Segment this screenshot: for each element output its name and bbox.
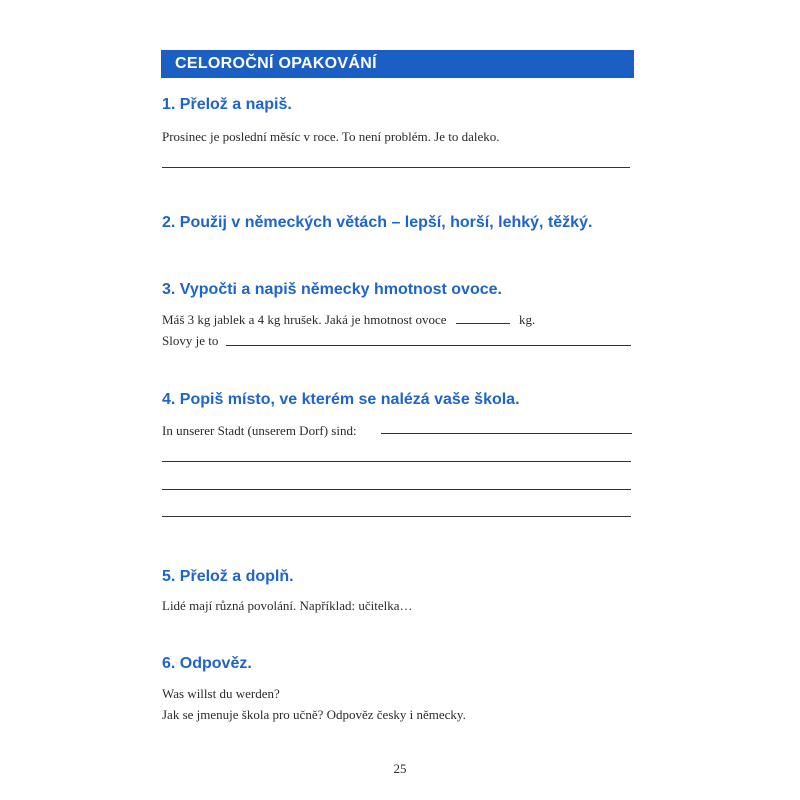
exercise-1-heading: 1. Přelož a napiš.: [162, 96, 292, 113]
section-title: CELOROČNÍ OPAKOVÁNÍ: [175, 55, 377, 72]
exercise-4-heading: 4. Popiš místo, ve kterém se nalézá vaše škola.: [162, 391, 520, 408]
page-number: 25: [393, 761, 407, 776]
answer-line[interactable]: [162, 489, 631, 490]
unit-label: kg.: [519, 312, 536, 327]
answer-line[interactable]: [162, 461, 631, 462]
weight-answer-blank[interactable]: [456, 313, 510, 324]
exercise-1-text: Prosinec je poslední měsíc v roce. To není problém. Je to daleko.: [162, 129, 500, 144]
answer-line[interactable]: [162, 167, 630, 168]
exercise-3-line-2: Slovy je to: [162, 333, 219, 348]
exercise-3-heading: 3. Vypočti a napiš německy hmotnost ovoce.: [162, 281, 502, 298]
exercise-3-line-1: [162, 312, 535, 328]
answer-line[interactable]: [162, 516, 631, 517]
exercise-6-heading: 6. Odpověz.: [162, 655, 252, 672]
exercise-6-question-1: Was willst du werden?: [162, 686, 280, 701]
exercise-5-text: Lidé mají různá povolání. Například: učitelka…: [162, 598, 413, 613]
exercise-4-text: In unserer Stadt (unserem Dorf) sind:: [162, 423, 357, 438]
exercise-2-heading: 2. Použij v německých větách – lepší, horší, lehký, těžký.: [162, 214, 593, 231]
answer-line[interactable]: [381, 433, 632, 434]
section-banner: [161, 50, 634, 78]
exercise-5-heading: 5. Přelož a doplň.: [162, 568, 294, 585]
exercise-6-question-2: Jak se jmenuje škola pro učně? Odpověz česky i německy.: [162, 707, 466, 722]
answer-line[interactable]: [226, 345, 631, 346]
exercise-3-question: Máš 3 kg jablek a 4 kg hrušek. Jaká je hmotnost ovoce: [162, 312, 447, 327]
